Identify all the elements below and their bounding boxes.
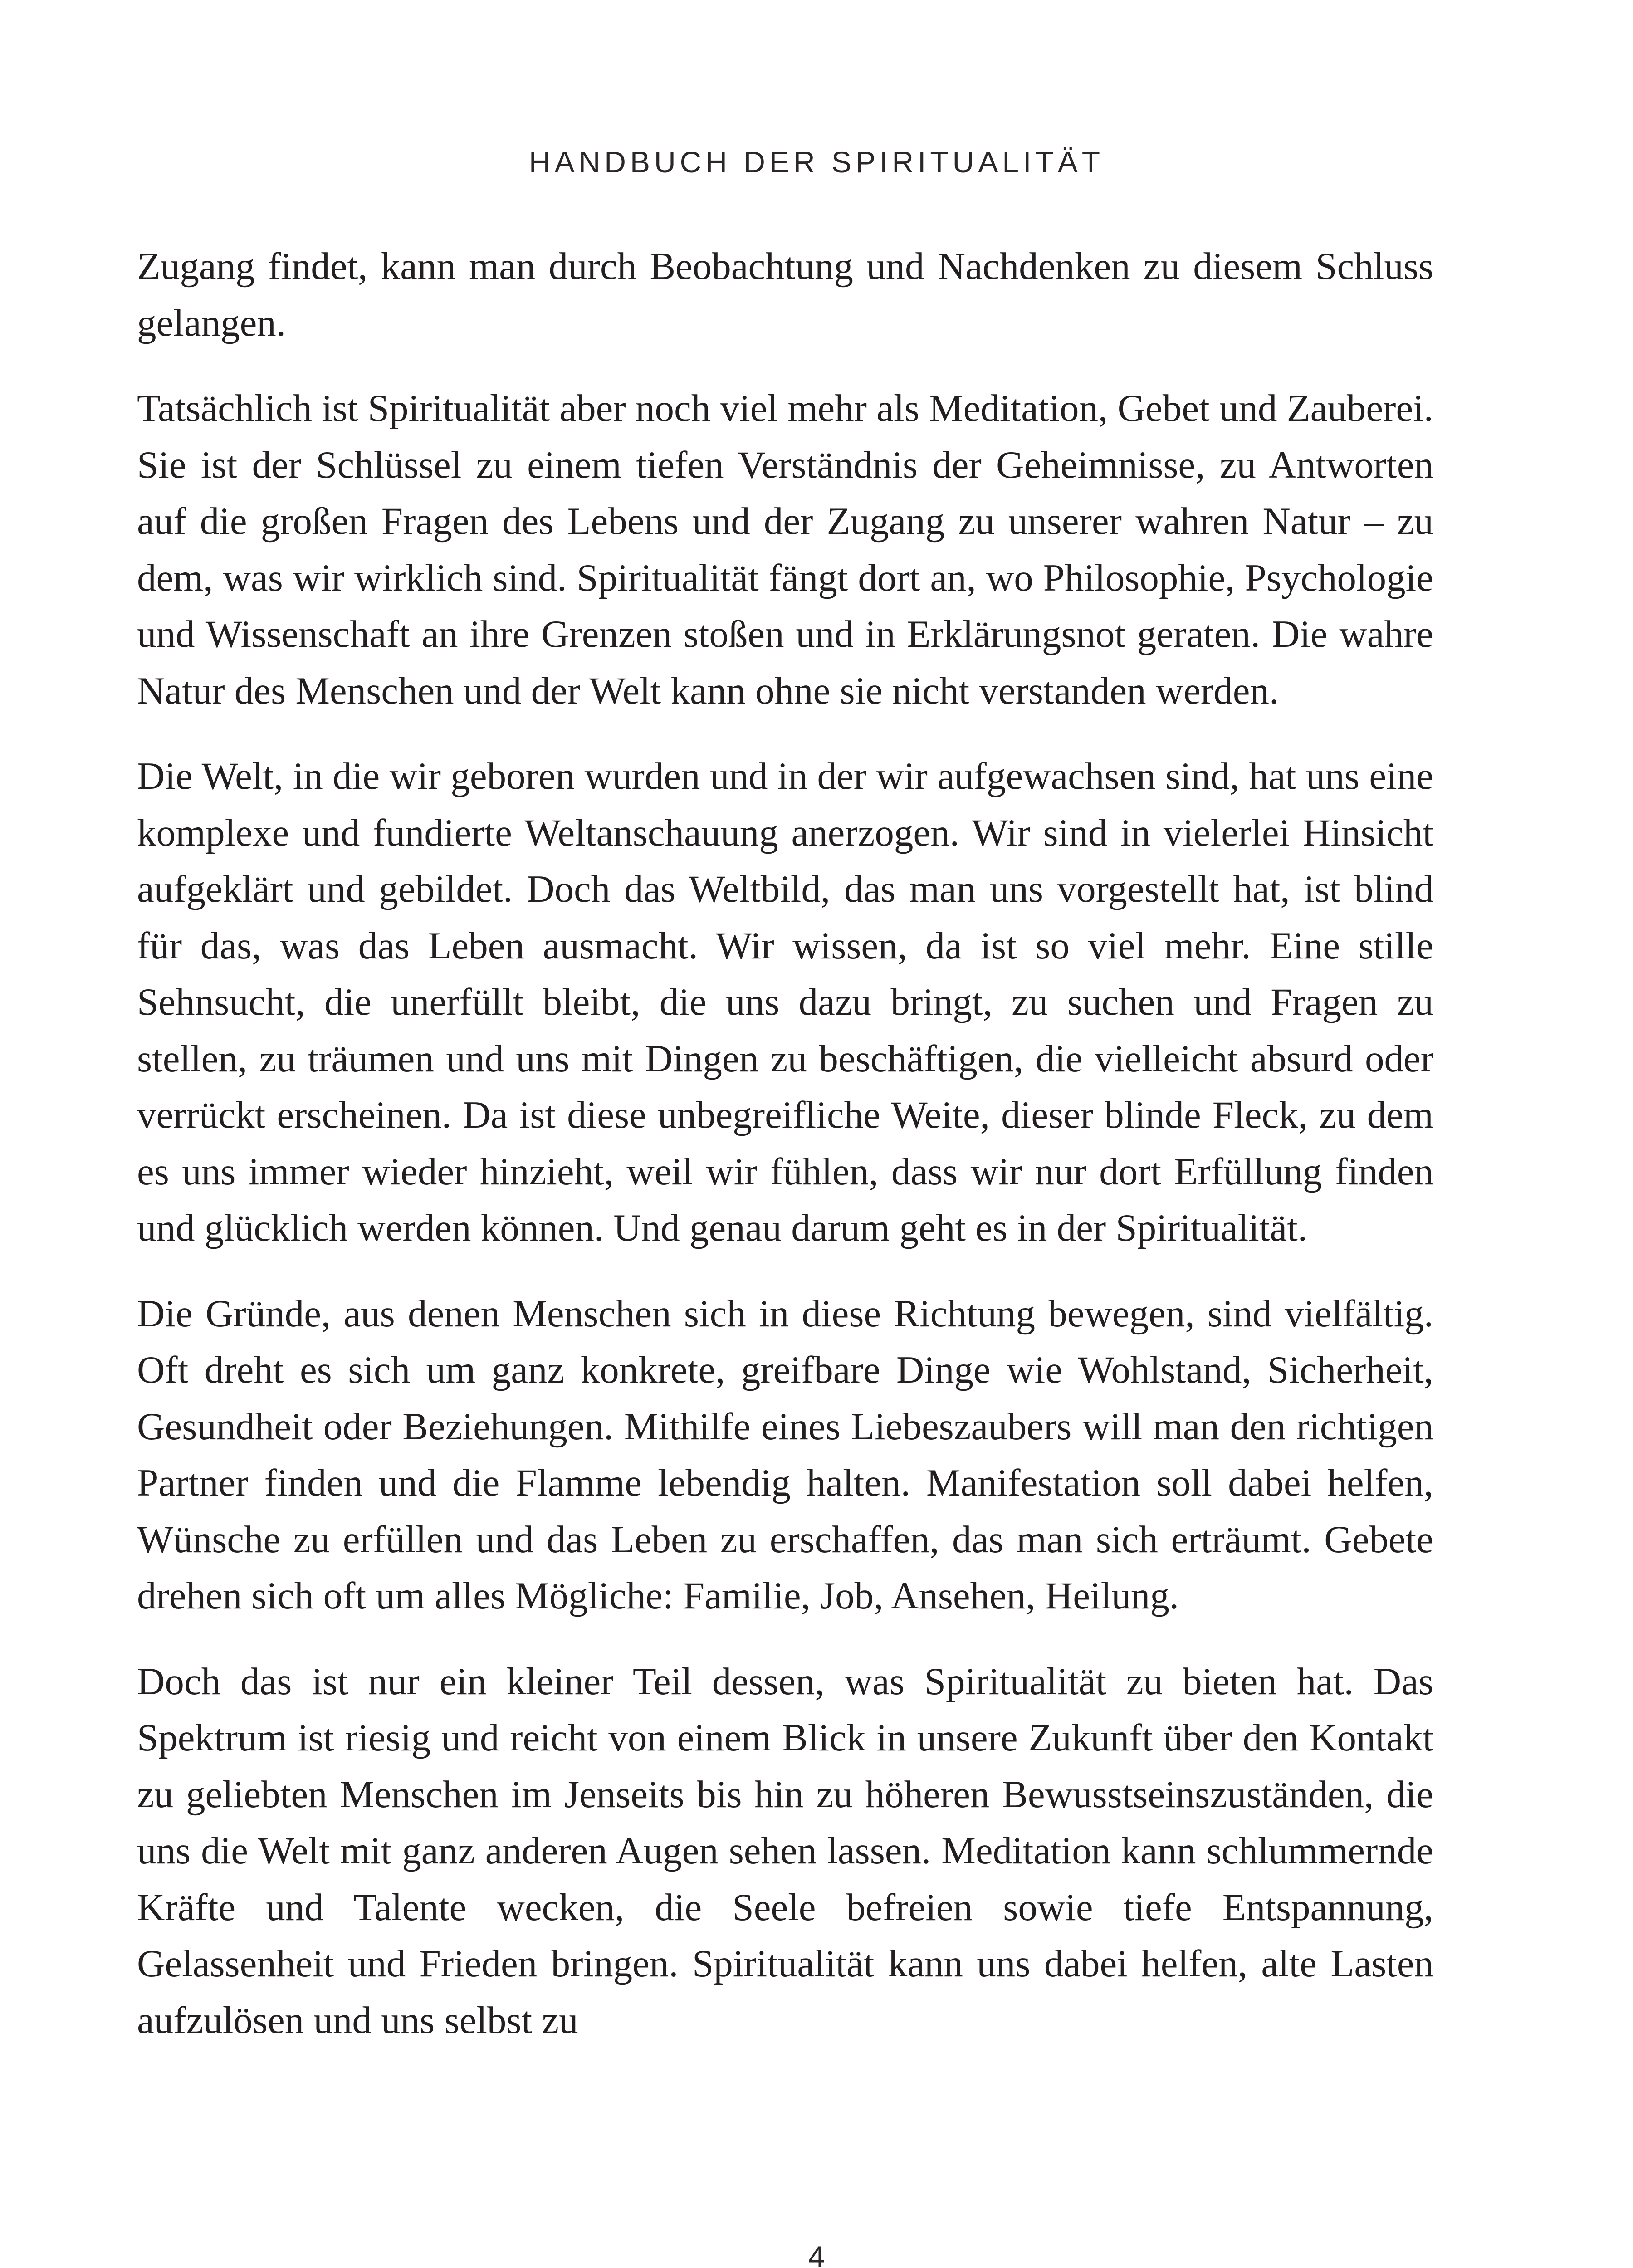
page-number: 4 [808,2240,825,2268]
body-text [137,238,1433,2048]
running-header: HANDBUCH DER SPIRITUALITÄT [528,145,1105,179]
paragraph-1: Zugang findet, kann man durch Beobachtung und Nachdenken zu diesem Schluss gelangen. [137,245,1433,344]
paragraph-5: Doch das ist nur ein kleiner Teil dessen, was Spiritualität zu bieten hat. Das Spektrum ist riesig und reicht von einem Blick in unsere Zukunft über den Kontakt zu geliebten Menschen im Jenseits bis hin zu höheren Bewusstseinszuständen, die uns die Welt mit ganz anderen Augen sehen lassen. Meditation kann schlummernde Kräfte und Talente wecken, die Seele befreien sowie tiefe Entspannung, Gelassenheit und Frieden bringen. Spiritualität kann uns dabei helfen, alte Lasten aufzulösen und uns selbst zu [137,1660,1433,2042]
paragraph-4: Die Gründe, aus denen Menschen sich in diese Richtung bewegen, sind vielfältig. Oft dreht es sich um ganz konkrete, greifbare Dinge wie Wohlstand, Sicherheit, Gesundheit oder Beziehungen. Mithilfe eines Liebeszaubers will man den richtigen Partner finden und die Flamme lebendig halten. Manifestation soll dabei helfen, Wünsche zu erfüllen und das Leben zu erschaffen, das man sich erträumt. Gebete drehen sich oft um alles Mögliche: Familie, Job, Ansehen, Heilung. [137,1292,1433,1617]
paragraph-3: Die Welt, in die wir geboren wurden und in der wir aufgewachsen sind, hat uns eine komplexe und fundierte Weltanschauung anerzogen. Wir sind in vielerlei Hinsicht aufgeklärt und gebildet. Doch das Weltbild, das man uns vorgestellt hat, ist blind für das, was das Leben ausmacht. Wir wissen, da ist so viel mehr. Eine stille Sehnsucht, die unerfüllt bleibt, die uns dazu bringt, zu suchen und Fragen zu stellen, zu träumen und uns mit Dingen zu beschäftigen, die vielleicht absurd oder verrückt erscheinen. Da ist diese unbegreifliche Weite, dieser blinde Fleck, zu dem es uns immer wieder hinzieht, weil wir fühlen, dass wir nur dort Erfüllung finden und glücklich werden können. Und genau darum geht es in der Spiritualität. [137,755,1433,1249]
paragraph-2: Tatsächlich ist Spiritualität aber noch viel mehr als Meditation, Gebet und Zauberei. Sie ist der Schlüssel zu einem tiefen Verständnis der Geheimnisse, zu Antworten auf die großen Fragen des Lebens und der Zugang zu unserer wahren Natur – zu dem, was wir wirklich sind. Spiritualität fängt dort an, wo Philosophie, Psychologie und Wissenschaft an ihre Grenzen stoßen und in Erklärungsnot geraten. Die wahre Natur des Menschen und der Welt kann ohne sie nicht verstanden werden. [137,387,1433,712]
